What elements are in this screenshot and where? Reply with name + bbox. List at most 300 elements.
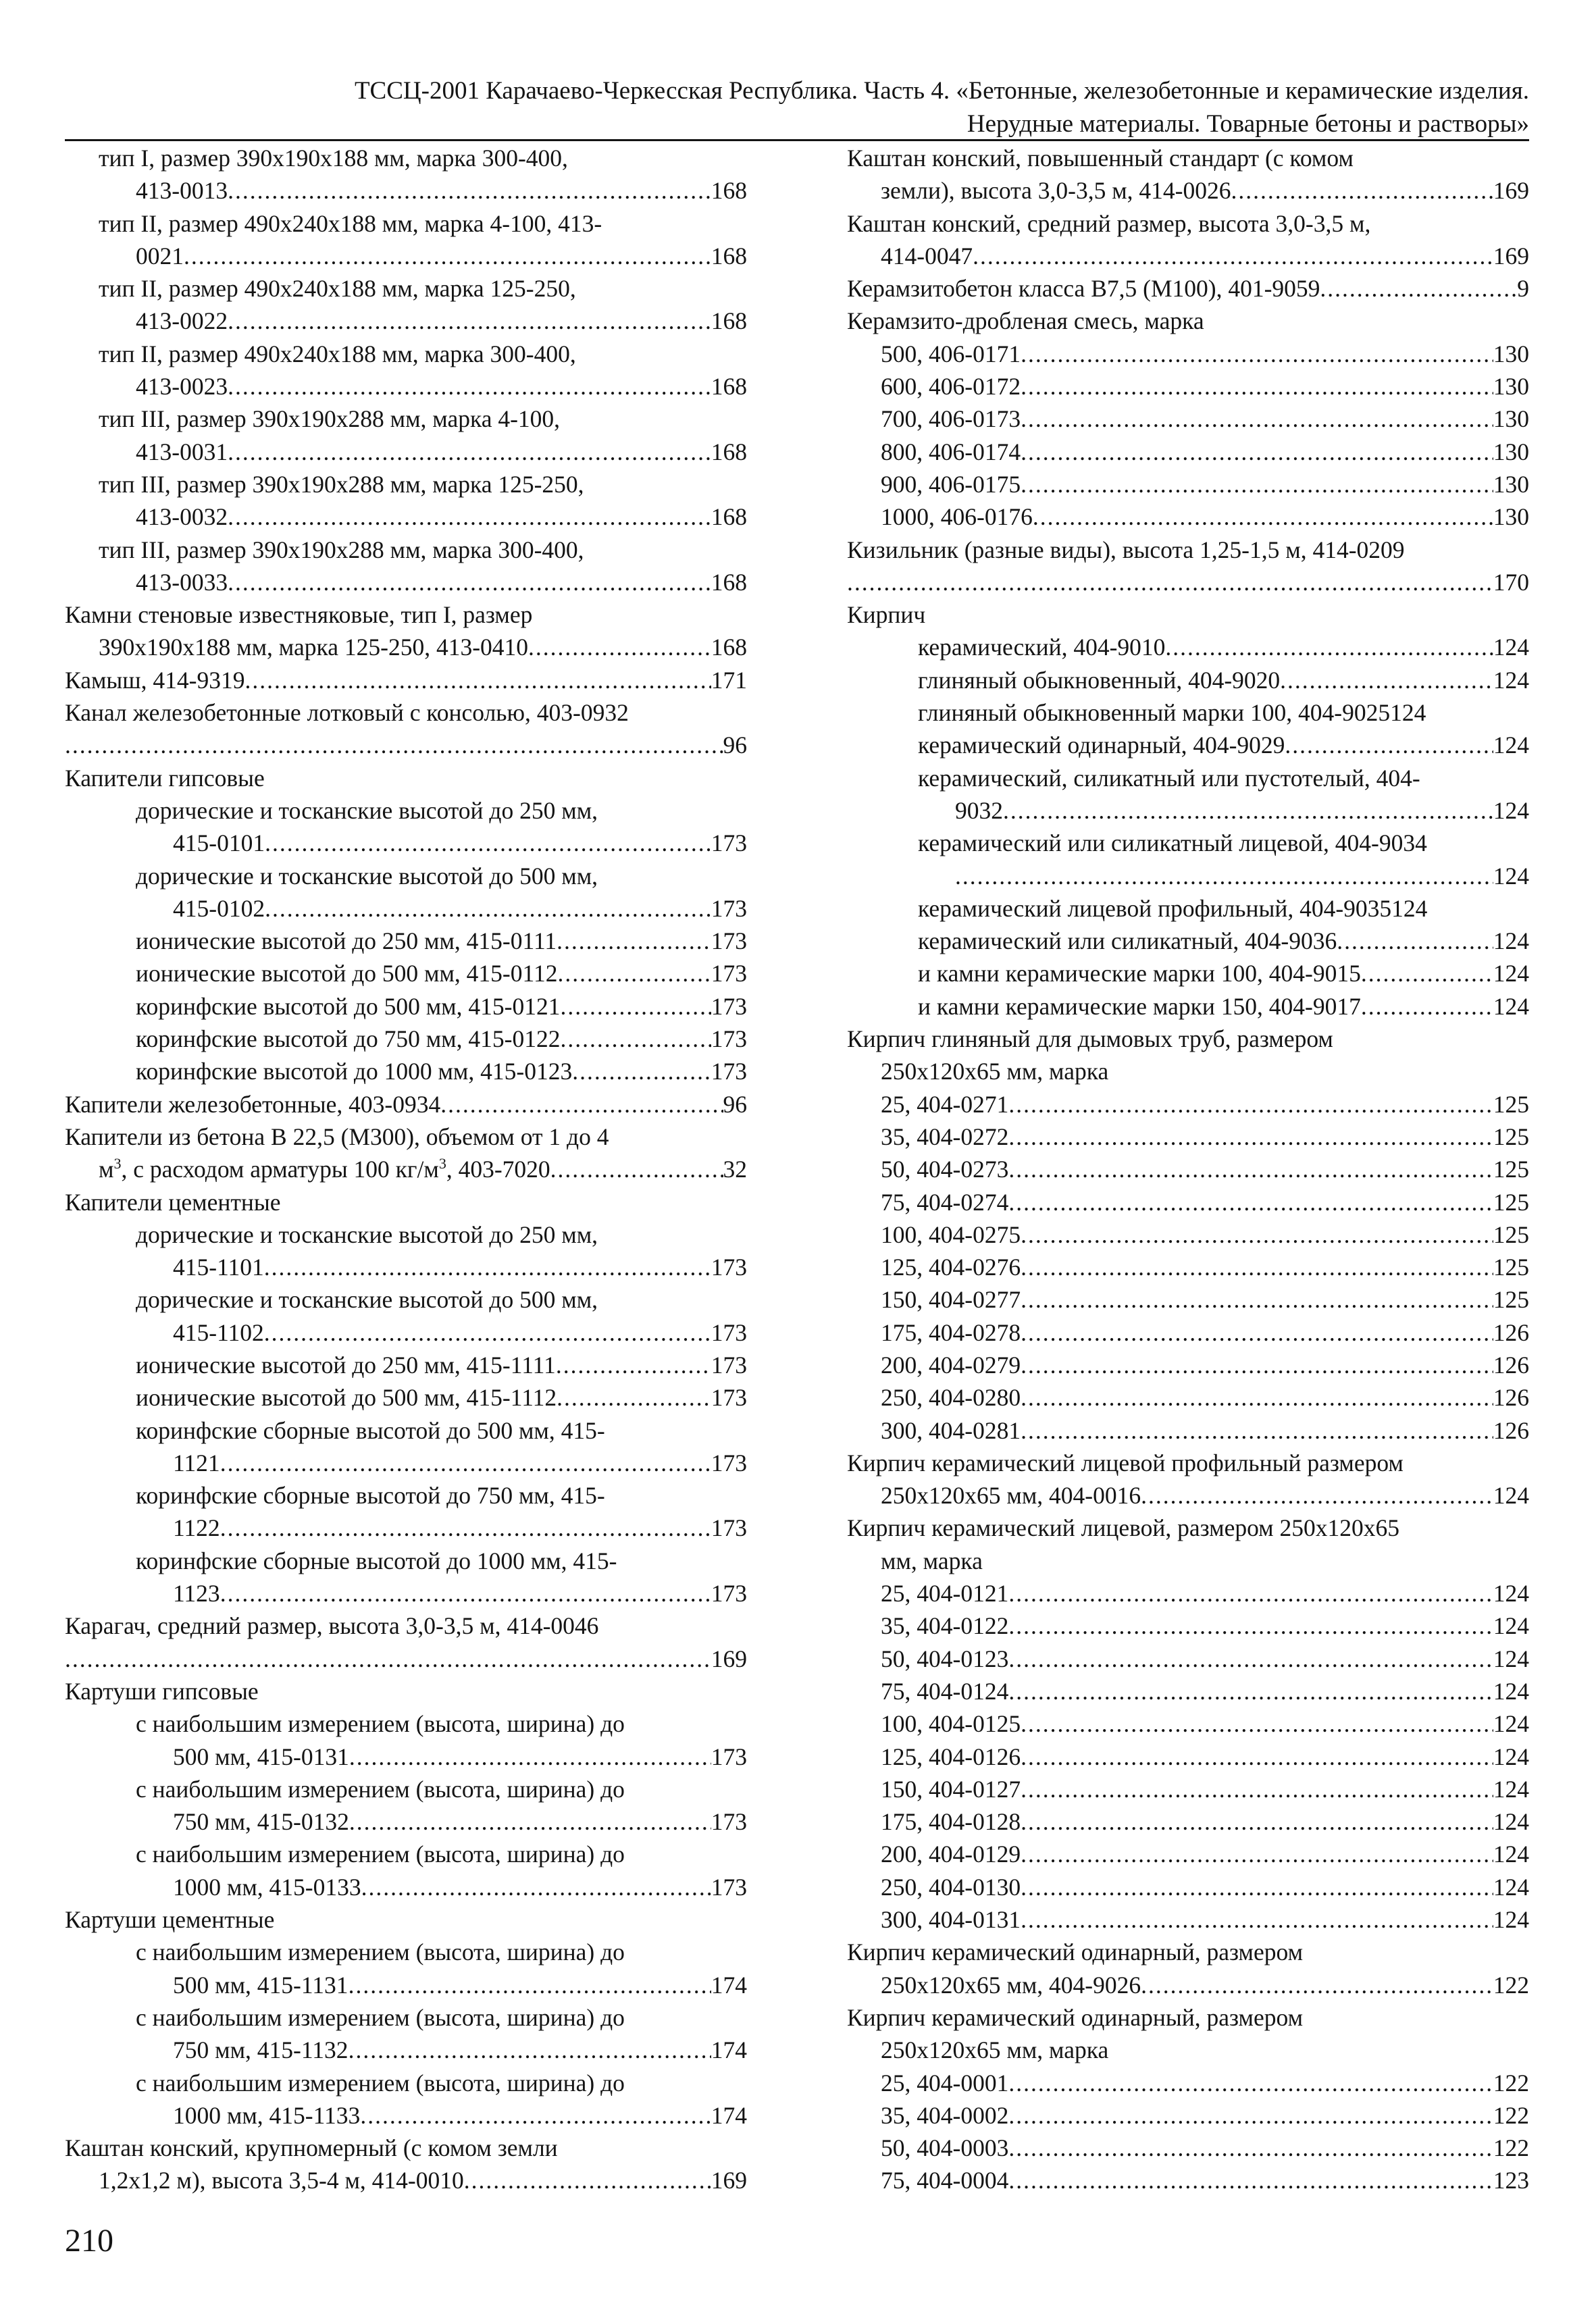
page-reference: 130 xyxy=(1493,470,1529,498)
dot-leader xyxy=(1021,1773,1493,1805)
page-reference: 173 xyxy=(711,1743,747,1770)
entry-text: 100, 404-0275 xyxy=(881,1220,1021,1248)
dot-leader xyxy=(1008,1610,1493,1642)
entry-text: 1122 xyxy=(173,1514,220,1542)
dot-leader xyxy=(1021,1741,1493,1773)
page-reference: 124 xyxy=(1493,796,1529,824)
dot-leader xyxy=(1033,500,1493,533)
index-entry xyxy=(847,1186,1529,1218)
index-entry-line xyxy=(65,1741,747,1773)
index-entry-line xyxy=(847,534,1529,566)
index-entry-line xyxy=(847,1707,1529,1740)
entry-text: коринфские высотой до 1000 мм, 415-0123 xyxy=(136,1058,573,1085)
entry-text: 50, 404-0273 xyxy=(881,1156,1009,1183)
index-entry-line xyxy=(847,1153,1529,1185)
dot-leader xyxy=(264,1316,711,1349)
index-entry xyxy=(847,664,1529,696)
index-entry-line xyxy=(847,1838,1529,1870)
page-reference: 130 xyxy=(1493,340,1529,367)
entry-text: 1000, 406-0176 xyxy=(881,503,1033,531)
dot-leader xyxy=(1008,1675,1493,1707)
index-entry-line xyxy=(847,142,1529,174)
index-entry xyxy=(65,468,747,534)
entry-text: с наибольшим измерением (высота, ширина) до xyxy=(136,1841,625,1868)
page-reference: 168 xyxy=(711,634,747,661)
index-entry xyxy=(65,1903,747,1936)
page-reference: 125 xyxy=(1493,1123,1529,1150)
dot-leader xyxy=(244,664,711,696)
index-entry-line xyxy=(847,305,1529,337)
entry-text: коринфские сборные высотой до 500 мм, 415- xyxy=(136,1416,605,1444)
index-entry xyxy=(847,1838,1529,1870)
entry-text: Капители из бетона В 22,5 (М300), объемом от 1 до 4 xyxy=(65,1123,609,1150)
index-entry-line xyxy=(65,1512,747,1544)
page-reference: 168 xyxy=(711,373,747,401)
entry-text: тип III, размер 390x190x288 мм, марка 300-400, xyxy=(99,536,584,563)
index-entry xyxy=(65,794,747,860)
index-entry-line xyxy=(847,468,1529,500)
index-entry xyxy=(65,1121,747,1186)
index-entry-line xyxy=(65,1936,747,1968)
index-entry xyxy=(847,207,1529,273)
index-entry xyxy=(65,272,747,338)
index-entry xyxy=(65,1707,747,1773)
index-entry xyxy=(847,631,1529,663)
index-entry xyxy=(847,1218,1529,1251)
page-reference: 96 xyxy=(723,731,747,759)
index-entry-line xyxy=(65,1349,747,1381)
dot-leader xyxy=(1008,2099,1493,2132)
index-entry-line xyxy=(847,762,1529,794)
page-reference: 125 xyxy=(1493,1188,1529,1216)
index-entry xyxy=(65,1186,747,1218)
index-entry-line xyxy=(65,207,747,240)
page-reference: 169 xyxy=(711,2167,747,2194)
entry-text: 175, 404-0278 xyxy=(881,1318,1021,1346)
dot-leader xyxy=(1008,2132,1493,2164)
index-entry xyxy=(65,1088,747,1121)
index-entry-line xyxy=(847,1610,1529,1642)
index-entry xyxy=(847,142,1529,207)
index-entry-line xyxy=(847,566,1529,598)
page-reference: 125 xyxy=(1493,1156,1529,1183)
page-reference: 168 xyxy=(711,177,747,205)
entry-text: $м^3$, с расходом арматуры 100 $кг/м^3$, 403-7020 xyxy=(99,1155,550,1183)
entry-text: Керамзито-дробленая смесь, марка xyxy=(847,307,1204,335)
entry-text: с наибольшим измерением (высота, ширина) до xyxy=(136,1775,625,1803)
page-reference: 173 xyxy=(711,1384,747,1412)
entry-text: 413-0031 xyxy=(136,438,228,465)
dot-leader xyxy=(65,1643,711,1675)
dot-leader xyxy=(1008,1643,1493,1675)
index-entry xyxy=(847,696,1529,729)
entry-text: Капители гипсовые xyxy=(65,764,265,792)
entry-text: 250x120x65 мм, 404-9026 xyxy=(881,1971,1141,1999)
dot-leader xyxy=(1231,174,1493,207)
index-entry-line xyxy=(847,272,1529,305)
entry-text: 1,2x1,2 м), высота 3,5-4 м, 414-0010 xyxy=(99,2167,464,2194)
page-reference: 124 xyxy=(1493,1808,1529,1836)
entry-text: 413-0033 xyxy=(136,568,228,596)
entry-text: 25, 404-0121 xyxy=(881,1580,1009,1608)
entry-text: 300, 404-0131 xyxy=(881,1906,1021,1934)
index-entry-line xyxy=(847,925,1529,957)
dot-leader xyxy=(1165,631,1493,663)
page-reference: 173 xyxy=(711,1808,747,1836)
index-entry xyxy=(65,1675,747,1707)
index-entry-line xyxy=(65,860,747,892)
index-entry-line xyxy=(847,1675,1529,1707)
index-entry-line xyxy=(847,174,1529,207)
index-entry xyxy=(65,1838,747,1903)
page-reference: 173 xyxy=(711,829,747,857)
dot-leader xyxy=(550,1153,723,1185)
index-entry xyxy=(65,1610,747,1675)
page-reference: 125 xyxy=(1493,1090,1529,1118)
entry-text: ионические высотой до 250 мм, 415-1111 xyxy=(136,1351,556,1379)
entry-text: 150, 404-0127 xyxy=(881,1775,1021,1803)
page-reference: 124 xyxy=(1493,1645,1529,1672)
entry-text: с наибольшим измерением (высота, ширина) до xyxy=(136,1710,625,1738)
index-entry-line xyxy=(65,1479,747,1512)
page-reference: 169 xyxy=(1493,177,1529,205)
index-entry-line xyxy=(65,762,747,794)
page-reference: 124 xyxy=(1493,1841,1529,1868)
entry-text: глиняный обыкновенный марки 100, 404-9025124 xyxy=(918,699,1426,727)
page-reference: 168 xyxy=(711,503,747,531)
entry-text: Каштан конский, средний размер, высота 3,0-3,5 м, xyxy=(847,209,1371,237)
entry-text: 414-0047 xyxy=(881,242,973,269)
index-entry-line xyxy=(847,1903,1529,1936)
entry-text: дорические и тосканские высотой до 250 мм, xyxy=(136,796,598,824)
entry-text: 413-0022 xyxy=(136,307,228,335)
page-reference: 32 xyxy=(723,1156,747,1183)
index-entry xyxy=(847,1251,1529,1283)
entry-text: коринфские высотой до 750 мм, 415-0122 xyxy=(136,1025,561,1053)
entry-text: керамический, силикатный или пустотелый, 404- xyxy=(918,764,1420,792)
index-entry-line xyxy=(65,2099,747,2132)
entry-text: Капители железобетонные, 403-0934 xyxy=(65,1090,441,1118)
entry-text: 250x120x65 мм, марка xyxy=(881,2036,1109,2064)
page-reference: 124 xyxy=(1493,960,1529,987)
page-reference: 174 xyxy=(711,1971,747,1999)
entry-text: с наибольшим измерением (высота, ширина) до xyxy=(136,2003,625,2031)
index-entry xyxy=(847,1153,1529,1185)
entry-text: Каштан конский, повышенный стандарт (с комом xyxy=(847,145,1354,172)
index-entry-line xyxy=(847,2099,1529,2132)
index-entry xyxy=(65,2132,747,2197)
index-entry xyxy=(847,272,1529,305)
index-entry xyxy=(65,925,747,957)
index-entry xyxy=(847,1643,1529,1675)
page-reference: 171 xyxy=(711,666,747,694)
page-reference: 122 xyxy=(1493,2134,1529,2162)
index-entry-line xyxy=(65,1447,747,1479)
page-reference: 173 xyxy=(711,894,747,922)
page-reference: 130 xyxy=(1493,438,1529,465)
entry-text: керамический одинарный, 404-9029 xyxy=(918,731,1285,759)
index-entry xyxy=(847,1805,1529,1838)
index-entry xyxy=(847,1512,1529,1577)
page-reference: 126 xyxy=(1493,1318,1529,1346)
entry-text: 50, 404-0123 xyxy=(881,1645,1009,1672)
dot-leader xyxy=(1021,1871,1493,1903)
index-entry xyxy=(847,990,1529,1023)
entry-text: 500 мм, 415-1131 xyxy=(173,1971,349,1999)
entry-text: 500 мм, 415-0131 xyxy=(173,1743,349,1770)
page-reference: 168 xyxy=(711,307,747,335)
entry-text: ионические высотой до 500 мм, 415-0112 xyxy=(136,960,558,987)
index-entry-line xyxy=(65,2067,747,2099)
index-entry xyxy=(65,403,747,468)
dot-leader xyxy=(1021,370,1493,403)
index-entry xyxy=(65,1283,747,1349)
index-entry-line xyxy=(65,240,747,272)
page-reference: 124 xyxy=(1493,927,1529,955)
index-entry xyxy=(847,1773,1529,1805)
page-reference: 124 xyxy=(1493,1873,1529,1901)
index-entry-line xyxy=(847,1969,1529,2001)
index-entry-line xyxy=(65,1251,747,1283)
index-entry-line xyxy=(65,827,747,859)
index-entry xyxy=(65,1023,747,1055)
page-reference: 126 xyxy=(1493,1384,1529,1412)
index-entry-line xyxy=(847,1479,1529,1512)
index-entry-line xyxy=(65,1316,747,1349)
entry-text: Кирпич керамический лицевой профильный размером xyxy=(847,1449,1404,1476)
index-entry-line xyxy=(847,1414,1529,1447)
dot-leader xyxy=(1280,664,1493,696)
dot-leader xyxy=(1021,1316,1493,1349)
entry-text: керамический лицевой профильный, 404-9035124 xyxy=(918,894,1428,922)
page-reference: 130 xyxy=(1493,373,1529,401)
index-entry xyxy=(847,1121,1529,1153)
entry-text: земли), высота 3,0-3,5 м, 414-0026 xyxy=(881,177,1231,205)
index-entry-line xyxy=(65,1610,747,1642)
index-entry xyxy=(65,598,747,664)
index-entry xyxy=(65,696,747,762)
dot-leader xyxy=(572,1055,711,1087)
index-entry-line xyxy=(65,729,747,761)
index-entry-line xyxy=(847,664,1529,696)
index-entry-line xyxy=(65,957,747,989)
index-entry xyxy=(65,1936,747,2001)
entry-text: 415-1102 xyxy=(173,1318,264,1346)
index-entry-line xyxy=(847,827,1529,859)
index-entry-line xyxy=(65,174,747,207)
index-entry-line xyxy=(847,1349,1529,1381)
index-entry xyxy=(65,1218,747,1284)
entry-text: 200, 404-0129 xyxy=(881,1841,1021,1868)
index-entry-line xyxy=(65,1414,747,1447)
entry-text: 750 мм, 415-1132 xyxy=(173,2036,349,2064)
entry-text: Кирпич керамический лицевой, размером 250x120x65 xyxy=(847,1514,1400,1542)
entry-text: с наибольшим измерением (высота, ширина) до xyxy=(136,2069,625,2097)
entry-text: коринфские сборные высотой до 1000 мм, 415- xyxy=(136,1547,617,1574)
index-entry xyxy=(65,2001,747,2067)
index-entry-line xyxy=(65,990,747,1023)
index-entry xyxy=(65,664,747,696)
page-reference: 130 xyxy=(1493,503,1529,531)
index-entry xyxy=(847,1871,1529,1903)
index-entry-line xyxy=(847,1186,1529,1218)
entry-text: 250, 404-0130 xyxy=(881,1873,1021,1901)
index-entry-line xyxy=(847,598,1529,631)
index-entry-line xyxy=(847,500,1529,533)
index-entry-line xyxy=(847,1055,1529,1087)
index-entry-line xyxy=(65,305,747,337)
index-entry-line xyxy=(65,1675,747,1707)
page-reference: 124 xyxy=(1493,634,1529,661)
page-reference: 125 xyxy=(1493,1286,1529,1314)
dot-leader xyxy=(360,2099,711,2132)
dot-leader xyxy=(440,1088,723,1121)
index-entry xyxy=(847,500,1529,533)
entry-text: 413-0023 xyxy=(136,373,228,401)
entry-text: 750 мм, 415-0132 xyxy=(173,1808,349,1836)
dot-leader xyxy=(220,1577,711,1610)
page-reference: 168 xyxy=(711,242,747,269)
index-entry-line xyxy=(65,664,747,696)
page-reference: 124 xyxy=(1493,862,1529,890)
page-reference: 170 xyxy=(1493,568,1529,596)
entry-text: 125, 404-0276 xyxy=(881,1254,1021,1281)
page-reference: 173 xyxy=(711,1254,747,1281)
dot-leader xyxy=(228,174,711,207)
index-entry-line xyxy=(65,370,747,403)
index-entry-line xyxy=(847,990,1529,1023)
entry-text: Каштан конский, крупномерный (с комом земли xyxy=(65,2134,558,2162)
index-entry xyxy=(65,534,747,599)
page-reference: 124 xyxy=(1493,1580,1529,1608)
dot-leader xyxy=(1337,925,1493,957)
index-entry-line xyxy=(847,1088,1529,1121)
index-entry xyxy=(65,2067,747,2132)
index-entry xyxy=(847,892,1529,925)
dot-leader xyxy=(556,1349,711,1381)
entry-text: глиняный обыкновенный, 404-9020 xyxy=(918,666,1281,694)
index-entry xyxy=(847,1707,1529,1740)
dot-leader xyxy=(1021,1218,1493,1251)
index-entry-line xyxy=(65,1023,747,1055)
page-reference: 173 xyxy=(711,927,747,955)
page-reference: 173 xyxy=(711,1025,747,1053)
dot-leader xyxy=(464,2164,711,2196)
entry-text: Кирпич глиняный для дымовых труб, размером xyxy=(847,1025,1333,1053)
entry-text: Камни стеновые известняковые, тип I, размер xyxy=(65,601,533,629)
entry-text: Кизильник (разные виды), высота 1,25-1,5 м, 414-0209 xyxy=(847,536,1405,563)
index-entry-line xyxy=(65,1283,747,1316)
entry-text: 700, 406-0173 xyxy=(881,405,1021,433)
index-entry xyxy=(847,1903,1529,1936)
index-entry-line xyxy=(847,729,1529,761)
index-entry-line xyxy=(65,534,747,566)
page-reference: 122 xyxy=(1493,1971,1529,1999)
index-entry xyxy=(65,1545,747,1610)
index-entry-line xyxy=(847,1316,1529,1349)
dot-leader xyxy=(65,729,723,761)
dot-leader xyxy=(1021,1283,1493,1316)
dot-leader xyxy=(349,1805,711,1838)
index-entry-line xyxy=(65,2001,747,2034)
index-entry-line xyxy=(847,370,1529,403)
index-entry-line xyxy=(847,240,1529,272)
index-entry xyxy=(65,1055,747,1087)
entry-text: 175, 404-0128 xyxy=(881,1808,1021,1836)
dot-leader xyxy=(228,436,711,468)
index-entry xyxy=(65,338,747,403)
dot-leader xyxy=(1008,2067,1493,2099)
index-entry xyxy=(65,1479,747,1545)
index-entry-line xyxy=(65,1186,747,1218)
entry-text: керамический, 404-9010 xyxy=(918,634,1166,661)
page-reference: 168 xyxy=(711,438,747,465)
index-entry xyxy=(847,2164,1529,2196)
index-entry-line xyxy=(847,2034,1529,2066)
index-entry-line xyxy=(847,1805,1529,1838)
dot-leader xyxy=(1008,1153,1493,1185)
index-entry-line xyxy=(847,1936,1529,1968)
entry-text: 35, 404-0122 xyxy=(881,1612,1009,1640)
entry-text: 1000 мм, 415-0133 xyxy=(173,1873,361,1901)
page-reference: 169 xyxy=(1493,242,1529,269)
page-reference: 124 xyxy=(1493,1775,1529,1803)
page-reference: 124 xyxy=(1493,666,1529,694)
index-column-left xyxy=(65,142,747,2197)
index-entry-line xyxy=(65,2164,747,2196)
dot-leader xyxy=(1361,990,1493,1023)
index-entry-line xyxy=(847,1643,1529,1675)
entry-text: Кирпич керамический одинарный, размером xyxy=(847,1938,1304,1966)
entry-text: Кирпич xyxy=(847,601,926,629)
entry-text: 35, 404-0002 xyxy=(881,2101,1009,2129)
page-reference: 9 xyxy=(1517,275,1529,303)
dot-leader xyxy=(1141,1969,1493,2001)
entry-text: Кирпич керамический одинарный, размером xyxy=(847,2003,1304,2031)
index-entry xyxy=(847,598,1529,631)
dot-leader xyxy=(955,860,1493,892)
index-entry-line xyxy=(847,1871,1529,1903)
dot-leader xyxy=(1021,403,1493,435)
dot-leader xyxy=(228,566,711,598)
page-reference: 124 xyxy=(1493,992,1529,1020)
dot-leader xyxy=(220,1512,711,1544)
index-entry-line xyxy=(847,1121,1529,1153)
dot-leader xyxy=(265,892,711,925)
index-entry xyxy=(65,1414,747,1480)
entry-text: 75, 404-0274 xyxy=(881,1188,1009,1216)
entry-text: дорические и тосканские высотой до 500 мм, xyxy=(136,1286,598,1314)
index-entry-line xyxy=(847,2164,1529,2196)
page-reference: 169 xyxy=(711,1645,747,1672)
entry-text: 100, 404-0125 xyxy=(881,1710,1021,1738)
index-entry xyxy=(847,468,1529,500)
dot-leader xyxy=(220,1447,711,1479)
index-entry xyxy=(847,2132,1529,2164)
entry-text: Керамзитобетон класса В7,5 (М100), 401-9059 xyxy=(847,275,1320,303)
entry-text: 415-0101 xyxy=(173,829,265,857)
page-reference: 174 xyxy=(711,2036,747,2064)
page-reference: 173 xyxy=(711,1058,747,1085)
entry-text: 35, 404-0272 xyxy=(881,1123,1009,1150)
index-entry xyxy=(65,957,747,989)
dot-leader xyxy=(1021,1838,1493,1870)
index-entry-line xyxy=(847,631,1529,663)
dot-leader xyxy=(557,957,711,989)
dot-leader xyxy=(1021,1707,1493,1740)
entry-text: 125, 404-0126 xyxy=(881,1743,1021,1770)
index-entry-line xyxy=(65,1088,747,1121)
